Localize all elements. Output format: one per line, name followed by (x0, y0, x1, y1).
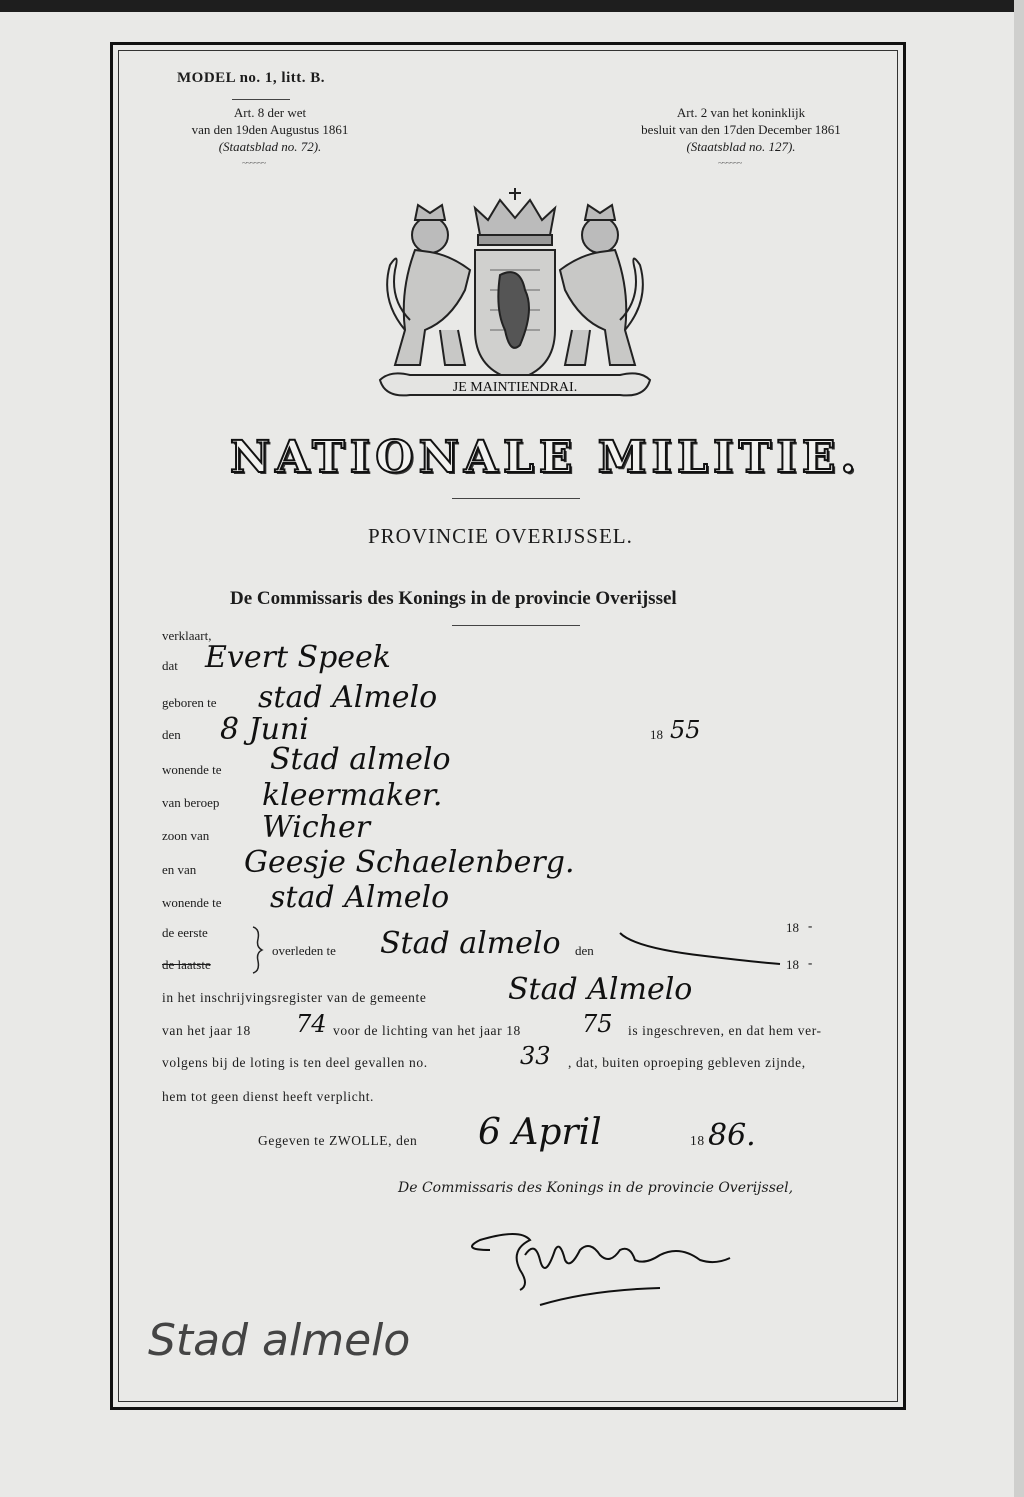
brace-icon (250, 925, 264, 975)
left-ref-line-1: Art. 8 der wet (233, 105, 307, 120)
issuer-heading: De Commissaris des Konings in de provincie Overijssel (230, 588, 677, 609)
levy-text: voor de lichting van het jaar 18 (333, 1023, 521, 1038)
register-year-text: van het jaar 18 (162, 1023, 251, 1038)
place-name: ZWOLLE (329, 1133, 389, 1148)
registered-text: is ingeschreven, en dat hem ver- (628, 1023, 822, 1038)
left-ref-line-2: van den 19den Augustus 1861 (191, 122, 349, 137)
and-of-label: en van (162, 862, 197, 877)
dat-label: dat (162, 658, 178, 673)
occupation-label: van beroep (162, 795, 220, 810)
issue-date-value: 6 April (478, 1112, 602, 1153)
motto-text: JE MAINTIENDRAI. (452, 380, 578, 395)
parents-residence-value: stad Almelo (270, 880, 450, 915)
issue-year-prefix: 18 (690, 1133, 705, 1148)
residence-label: wonende te (162, 762, 222, 777)
first-label: de eerste (162, 925, 208, 940)
date-label: den (162, 727, 181, 742)
born-place-value: stad Almelo (258, 680, 438, 715)
year-one-prefix: 18 (786, 920, 799, 935)
died-label: overleden te (272, 943, 336, 958)
year-one-value: - (808, 918, 813, 933)
header-rule-left (232, 99, 290, 100)
given-at-label (258, 1133, 417, 1149)
signature-title: De Commissaris des Konings in de provincie Overijssel, (398, 1180, 794, 1196)
left-reference (140, 104, 400, 155)
title-rule (452, 498, 580, 499)
given-at-prefix: Gegeven te (258, 1133, 326, 1148)
issuer-rule (452, 625, 580, 626)
son-of-label: zoon van (162, 828, 210, 843)
birth-date-value: 8 Juni (220, 712, 309, 747)
died-date-label: den (575, 943, 594, 958)
no-service-text: hem tot geen dienst heeft verplicht. (162, 1089, 375, 1104)
verklaart-label: verklaart, (162, 628, 212, 643)
margin-note: Stad almelo (148, 1315, 411, 1366)
municipality-value: Stad Almelo (508, 972, 693, 1007)
signature-icon (440, 1210, 740, 1320)
left-ref-line-3: (Staatsblad no. 72). (218, 139, 322, 154)
parents-residence-label: wonende te (162, 895, 222, 910)
coat-of-arms-icon (370, 180, 660, 415)
last-label-struck: de laatste (162, 957, 211, 972)
right-reference (596, 104, 886, 155)
right-ref-line-1: Art. 2 van het koninklijk (676, 105, 806, 120)
document-title: NATIONALE MILITIE. (230, 432, 861, 483)
lottery-number-value: 33 (520, 1042, 551, 1070)
register-line-1: in het inschrijvingsregister van de gemeente (162, 990, 427, 1005)
wave-ornament-left: ~~~~~~ (242, 158, 266, 168)
born-label: geboren te (162, 695, 217, 710)
exempt-text: , dat, buiten oproeping gebleven zijnde, (568, 1055, 806, 1070)
year-two-value: - (808, 955, 813, 970)
levy-year-value: 75 (582, 1010, 613, 1038)
name-value: Evert Speek (205, 640, 391, 675)
father-value: Wicher (262, 810, 371, 845)
wave-ornament-right: ~~~~~~ (718, 158, 742, 168)
issue-year-value: 86. (708, 1118, 756, 1153)
right-ref-line-2: besluit van den 17den December 1861 (641, 122, 841, 137)
year-two-prefix: 18 (786, 957, 799, 972)
dash-stroke-icon (615, 928, 785, 968)
province-heading: PROVINCIE OVERIJSSEL. (368, 524, 633, 548)
birth-year-prefix: 18 (650, 727, 663, 742)
date-label-footer: , den (388, 1133, 418, 1148)
mother-value: Geesje Schaelenberg. (244, 845, 575, 880)
right-ref-line-3: (Staatsblad no. 127). (686, 139, 796, 154)
register-year-value: 74 (296, 1010, 327, 1038)
birth-year-value: 55 (670, 716, 701, 744)
died-place-value: Stad almelo (380, 926, 561, 961)
lottery-text: volgens bij de loting is ten deel gevallen no. (162, 1055, 428, 1070)
occupation-value: kleermaker. (262, 778, 443, 813)
scan-top-edge (0, 0, 1024, 12)
residence-value: Stad almelo (270, 742, 451, 777)
scan-right-edge (1014, 0, 1024, 1497)
model-number: MODEL no. 1, litt. B. (177, 70, 326, 86)
